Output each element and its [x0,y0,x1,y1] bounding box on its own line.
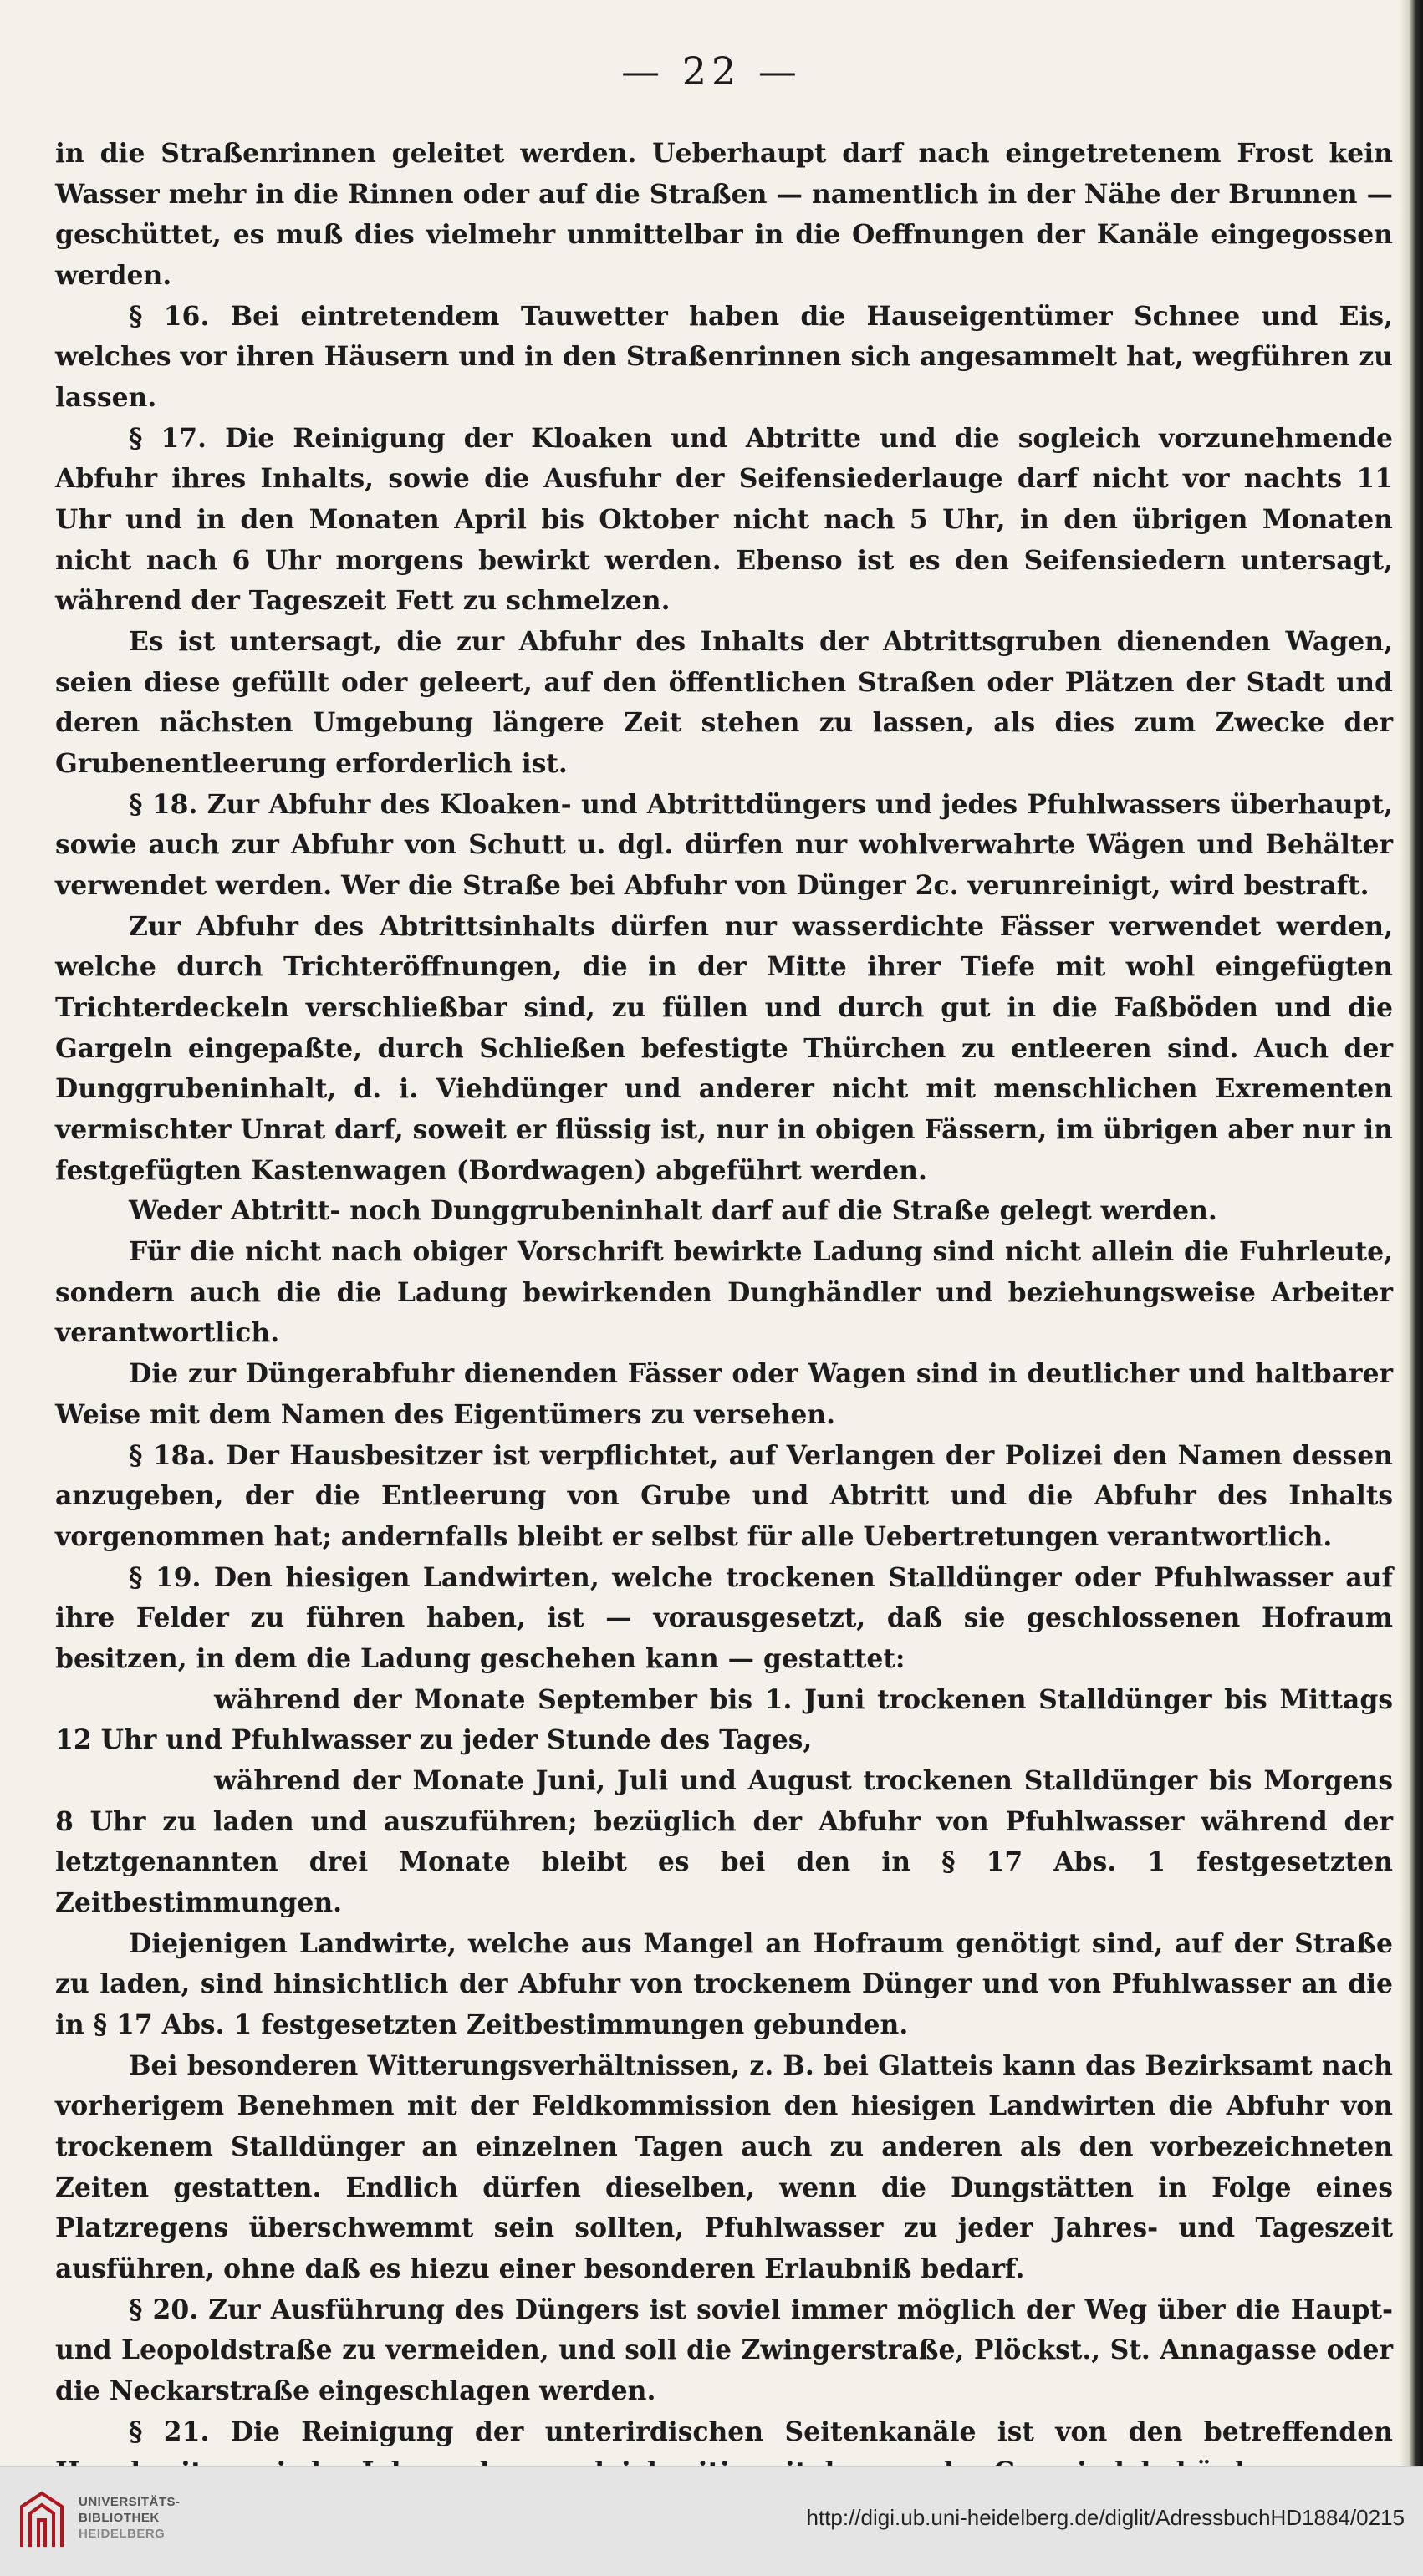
paragraph-section-19-sept-june: während der Monate September bis 1. Juni trockenen Stalldünger bis Mittags 12 Uhr und Pfuhlwasser zu jeder Stunde des Tages, [55,1684,1393,1756]
paragraph-section-17: § 17. Die Reinigung der Kloaken und Abtritte und die sogleich vorzunehmende Abfuhr ihres Inhalts, sowie die Ausfuhr der Seifensiederlauge darf nicht vor nachts 11 Uhr und in den Monaten April bis Oktober nicht nach 5 Uhr, in den übrigen Monaten nicht nach 6 Uhr morgens bewirkt werden. Ebenso ist es den Seifensiedern untersagt, während der Tageszeit Fett zu schmelzen. [55,423,1393,617]
document-body [55,134,1393,2493]
ub-heidelberg-logo-icon [15,2488,69,2552]
source-url[interactable]: http://digi.ub.uni-heidelberg.de/diglit/AdressbuchHD1884/0215 [806,2505,1405,2530]
page-edge-shadow [1400,0,1423,2466]
paragraph-section-18-marking: Die zur Düngerabfuhr dienenden Fässer oder Wagen sind in deutlicher und haltbarer Weise mit dem Namen des Eigentümers zu versehen. [55,1359,1393,1430]
library-name-line1: UNIVERSITÄTS- [79,2495,181,2509]
paragraph-section-19-street-loading: Diejenigen Landwirte, welche aus Mangel an Hofraum genötigt sind, auf der Straße zu laden, sind hinsichtlich der Abfuhr von trockenem Dünger und von Pfuhlwasser an die in § 17 Abs. 1 festgesetzten Zeitbestimmungen gebunden. [55,1928,1393,2040]
paragraph-section-17-wagons: Es ist untersagt, die zur Abfuhr des Inhalts der Abtrittsgruben dienenden Wagen, seien diese gefüllt oder geleert, auf den öffentlichen Straßen oder Plätzen der Stadt und deren nächsten Umgebung längere Zeit stehen zu lassen, als dies zum Zwecke der Grubenentleerung erforderlich ist. [55,627,1393,780]
paragraph-section-19-weather: Bei besonderen Witterungsverhältnissen, z. B. bei Glatteis kann das Bezirksamt nach vorherigem Benehmen mit der Feldkommission den hiesigen Landwirten die Abfuhr von trockenem Stalldünger an einzelnen Tagen auch zu anderen als den vorbezeichneten Zeiten gestatten. Endlich dürfen dieselben, wenn die Dungstätten in Folge eines Platzregens überschwemmt sein sollten, Pfuhlwasser zu jeder Jahres- und Tageszeit ausführen, ohne daß es hiezu einer besonderen Erlaubniß bedarf. [55,2050,1393,2284]
paragraph-section-16: § 16. Bei eintretendem Tauwetter haben die Hauseigentümer Schnee und Eis, welches vor ihren Häusern und in den Straßenrinnen sich angesammelt hat, wegführen zu lassen. [55,301,1393,414]
paragraph-section-18-barrels: Zur Abfuhr des Abtrittsinhalts dürfen nur wasserdichte Fässer verwendet werden, welche durch Trichteröffnungen, die in der Mitte ihrer Tiefe mit wohl eingefügten Trichterdeckeln verschließbar sind, zu füllen und durch gut in die Faßböden und die Gargeln eingepaßte, durch Schließen befestigte Thürchen zu entleeren sind. Auch der Dunggrubeninhalt, d. i. Viehdünger und anderer nicht mit menschlichen Exrementen vermischter Unrat darf, soweit er flüssig ist, nur in obigen Fässern, im übrigen aber nur in festgefügten Kastenwagen (Bordwagen) abgeführt werden. [55,911,1393,1186]
paragraph-section-18a: § 18a. Der Hausbesitzer ist verpflichtet, auf Verlangen der Polizei den Namen dessen anzugeben, der die Entleerung von Grube und Abtritt und die Abfuhr des Inhalts vorgenommen hat; andernfalls bleibt er selbst für alle Uebertretungen verantwortlich. [55,1440,1393,1552]
paragraph-section-21: § 21. Die Reinigung der unterirdischen Seitenkanäle ist von den betreffenden [129,2416,1393,2447]
paragraph-section-18: § 18. Zur Abfuhr des Kloaken- und Abtrittdüngers und jedes Pfuhlwassers überhaupt, sowie auch zur Abfuhr von Schutt u. dgl. dürfen nur wohlverwahrte Wägen und Behälter verwendet werden. Wer die Straße bei Abfuhr von Dünger 2c. verunreinigt, wird bestraft. [55,789,1393,902]
paragraph-section-18-street: Weder Abtritt- noch Dunggrubeninhalt darf auf die Straße gelegt werden. [129,1196,1217,1227]
library-name-line3: HEIDELBERG [79,2526,166,2541]
paragraph-section-18-liability: Für die nicht nach obiger Vorschrift bewirkte Ladung sind nicht allein die Fuhrleute, sondern auch die die Ladung bewirkenden Dunghändler und beziehungsweise Arbeiter verantwortlich. [55,1237,1393,1349]
paragraph-section-19: § 19. Den hiesigen Landwirten, welche trockenen Stalldünger oder Pfuhlwasser auf ihre Felder zu führen haben, ist — vorausgesetzt, daß sie geschlossenen Hofraum besitzen, in dem die Ladung geschehen kann — gestattet: [55,1562,1393,1674]
library-name-line2: BIBLIOTHEK [79,2510,160,2525]
paragraph-section-19-summer: während der Monate Juni, Juli und August trockenen Stalldünger bis Morgens 8 Uhr zu laden und auszuführen; bezüglich der Abfuhr von Pfuhlwasser während der letztgenannten drei Monate bleibt es bei den in § 17 Abs. 1 festgesetzten Zeitbestimmungen. [55,1765,1393,1918]
library-name [79,2495,181,2542]
paragraph-continued: in die Straßenrinnen geleitet werden. Ueberhaupt darf nach eingetretenem Frost kein Wasser mehr in die Rinnen oder auf die Straßen — namentlich in der Nähe der Brunnen — geschüttet, es muß dies vielmehr unmittelbar in die Oeffnungen der Kanäle eingegossen werden. [55,139,1393,292]
footer-bar [0,2466,1423,2576]
page-number: — 22 — [621,48,802,94]
paragraph-section-20: § 20. Zur Ausführung des Düngers ist soviel immer möglich der Weg über die Haupt- und Leopoldstraße zu vermeiden, und soll die Zwingerstraße, Plöckst., St. Annagasse oder die Neckarstraße eingeschlagen werden. [55,2294,1393,2406]
